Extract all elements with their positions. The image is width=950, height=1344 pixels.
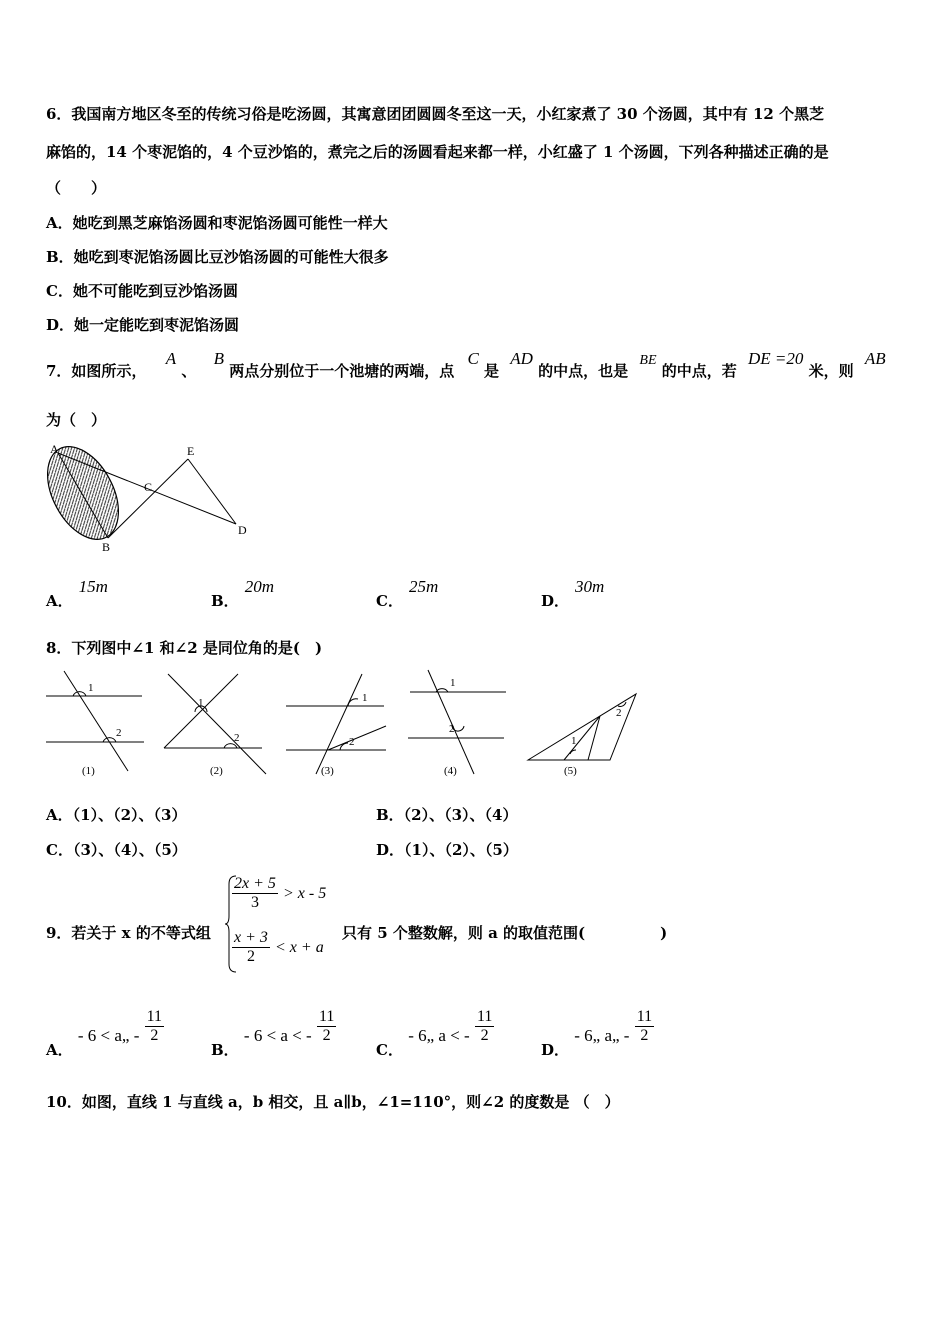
- fig-label-c: C: [144, 480, 153, 494]
- q8-options-row2: [46, 839, 906, 869]
- segment-ab-label: AB: [864, 349, 886, 368]
- de-equation: DE =20: [748, 349, 804, 368]
- q7-option-a: A．15m: [46, 577, 108, 610]
- q8-options-row1: [46, 804, 906, 834]
- q6-option-c: C．她不可能吃到豆沙馅汤圆: [46, 282, 238, 300]
- point-b-label: B: [213, 349, 224, 368]
- q6-stem-line3: （ ）: [46, 179, 107, 197]
- q7-text-4: 的中点，若: [661, 362, 737, 380]
- q7-option-b: B．20m: [211, 577, 274, 610]
- fig3-caption: (3): [321, 765, 334, 777]
- fig3-angle1: 1: [362, 692, 368, 704]
- fig4-angle1: 1: [450, 677, 456, 689]
- inequality-2: $\frac{x + 3}{2}$ < x + a: [234, 929, 324, 965]
- fig-label-e: E: [187, 444, 195, 458]
- figure-2: [164, 674, 266, 777]
- q7-option-d: D．30m: [541, 577, 605, 610]
- q9-option-d: D． - 6„ a„ - $\frac{11}{2}$: [541, 1008, 653, 1059]
- fig2-caption: (2): [210, 765, 223, 777]
- q9-option-a: A． - 6 < a„ - $\frac{11}{2}$: [46, 1008, 163, 1059]
- q8-option-b: B．（2）、（3）、（4）: [376, 806, 518, 824]
- q8-option-d: D．（1）、（2）、（5）: [376, 841, 518, 859]
- q6-option-d: D．她一定能吃到枣泥馅汤圆: [46, 316, 240, 334]
- fig5-caption: (5): [564, 765, 577, 777]
- q9-option-c: C． - 6„ a < - $\frac{11}{2}$: [376, 1008, 493, 1059]
- q7-stem: [46, 349, 886, 381]
- q6-stem-line2: 麻馅的，14 个枣泥馅的，4 个豆沙馅的，煮完之后的汤圆看起来都一样，小红盛了 1 个汤圆，下列各种描述正确的是: [46, 143, 829, 161]
- figure-5: [528, 694, 636, 777]
- q8-option-a: A．（1）、（2）、（3）: [46, 806, 187, 824]
- q7-text-3: 的中点，也是: [538, 362, 629, 380]
- segment-ad-label: AD: [510, 349, 533, 368]
- fig5-angle1: 1: [571, 735, 577, 747]
- fig2-angle2: 2: [234, 732, 240, 744]
- pond-figure: [40, 438, 270, 563]
- fig3-angle2: 2: [349, 736, 355, 748]
- segment-be-label: BE: [639, 353, 657, 368]
- segment-be: [108, 459, 188, 538]
- q7-sep: 、: [181, 362, 197, 380]
- q7-text-1: 两点分别位于一个池塘的两端，点: [229, 362, 455, 380]
- q9-stem-pre: 9．若关于 x 的不等式组: [46, 924, 211, 942]
- figure-3: [286, 674, 386, 777]
- q9-stem-post: 只有 5 个整数解，则 a 的取值范围( ): [342, 924, 668, 942]
- fig4-angle2: 2: [449, 723, 455, 735]
- figure-4: [408, 670, 506, 777]
- q6-option-a: A．她吃到黑芝麻馅汤圆和枣泥馅汤圆可能性一样大: [46, 214, 388, 232]
- fig2-angle1: 1: [198, 697, 204, 709]
- fig5-angle2: 2: [616, 707, 622, 719]
- fig1-caption: (1): [82, 765, 95, 777]
- q7-options: [46, 576, 906, 610]
- q8-option-c: C．（3）、（4）、（5）: [46, 841, 187, 859]
- q7-text-5: 米，则: [808, 362, 854, 380]
- fig-label-a: A: [50, 442, 59, 456]
- angle-figures: [40, 666, 650, 781]
- figure-1: [46, 671, 144, 777]
- q6-stem-line1: 6．我国南方地区冬至的传统习俗是吃汤圆，其寓意团团圆圆冬至这一天，小红家煮了 30 个汤圆，其中有 12 个黑芝: [46, 105, 825, 123]
- point-c-label: C: [467, 349, 479, 368]
- fig1-angle2: 2: [116, 727, 122, 739]
- fig4-caption: (4): [444, 765, 457, 777]
- q10-stem: 10．如图，直线 1 与直线 a，b 相交，且 a∥b，∠1=110°，则∠2 的度数是 （ ）: [46, 1093, 620, 1111]
- inequality-1: $\frac{2x + 5}{3}$ > x - 5: [234, 875, 327, 911]
- q7-text-2: 是: [484, 362, 500, 380]
- q9-option-b: B． - 6 < a < - $\frac{11}{2}$: [211, 1008, 335, 1059]
- q8-stem: 8．下列图中∠1 和∠2 是同位角的是( ): [46, 639, 323, 657]
- point-a-label: A: [165, 349, 177, 368]
- q7-stem-line2: 为（ ）: [46, 411, 107, 429]
- q7-number: 7．如图所示，: [46, 362, 147, 380]
- fig-label-b: B: [102, 540, 111, 554]
- q6-option-b: B．她吃到枣泥馅汤圆比豆沙馅汤圆的可能性大很多: [46, 248, 389, 266]
- fig-label-d: D: [238, 523, 247, 537]
- q9-options: [46, 1008, 906, 1059]
- fig1-angle1: 1: [88, 682, 94, 694]
- q7-option-c: C．25m: [376, 577, 439, 610]
